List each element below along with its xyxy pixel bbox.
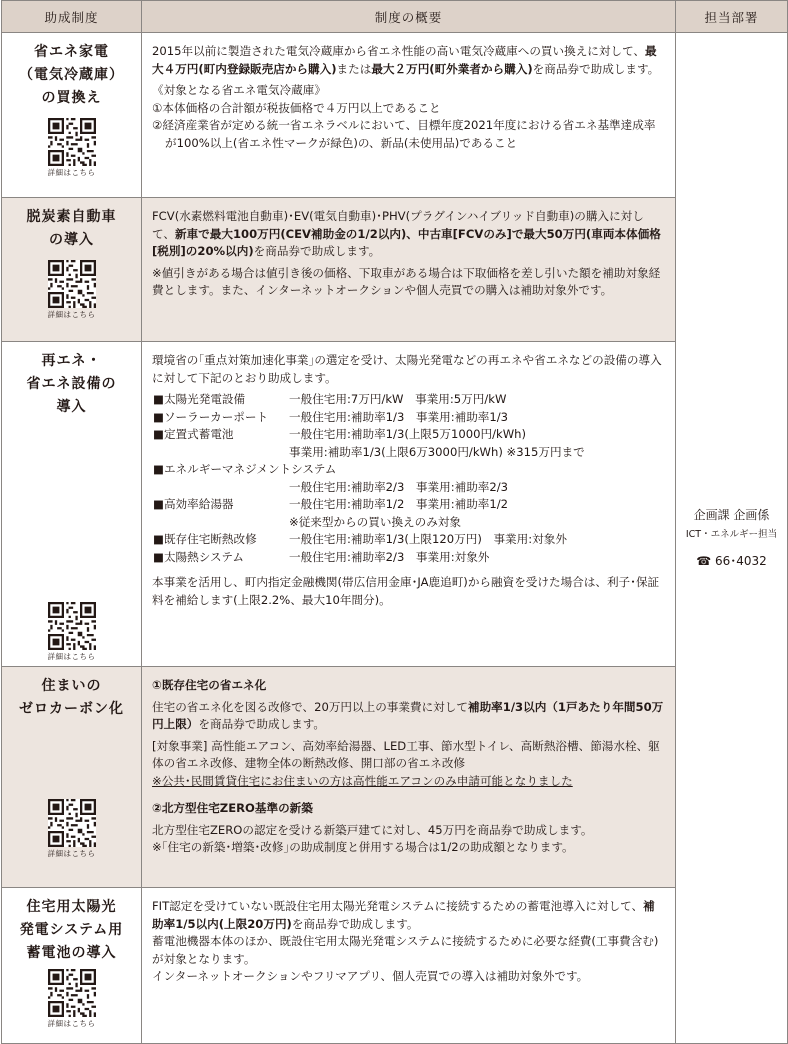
table-row	[2, 198, 788, 342]
section-title: ②北方型住宅ZERO基準の新築	[152, 801, 313, 815]
header-system: 助成制度	[2, 1, 142, 33]
row-title-cell	[2, 667, 142, 888]
condition-item: ①本体価格の合計額が税抜価格で４万円以上であること	[152, 100, 441, 115]
target-list: [対象事業] 高性能エアコン、高効率給湯器、LED工事、節水型トイレ、高断熱浴槽、節湯水栓、躯体の省エネ改修、建物全体の断熱改修、開口部の省エネ改修	[152, 738, 660, 770]
section-title: ①既存住宅の省エネ化	[152, 678, 267, 692]
list-item: ■太陽熱システム 一般住宅用:補助率2/3 事業用:対象外	[153, 549, 490, 564]
overview-text: 蓄電池機器本体のほか、既設住宅用太陽光発電システムに接続するために必要な経費(工事費含む)が対象となります。	[152, 934, 659, 966]
overview-text: 環境省の｢重点対策加速化事業｣の選定を受け、太陽光発電などの再エネや省エネなどの設備の導入に対して下記のとおり助成します。	[152, 353, 662, 385]
overview-text: 住宅の省エネ化を図る改修で、20万円以上の事業費に対して補助率1/3以内（1戸あたり年間50万円上限）を商品券で助成します。	[152, 699, 664, 731]
list-item: ※従来型からの買い換えのみ対象	[289, 514, 462, 529]
overview-cell	[142, 198, 676, 342]
condition-title: 《対象となる省エネ電気冷蔵庫》	[152, 83, 326, 97]
subsidy-name: 省エネ家電 （電気冷蔵庫） の買換え	[19, 44, 124, 106]
table-row	[2, 342, 788, 667]
row-title-cell	[2, 33, 142, 198]
overview-text: FIT認定を受けていない既設住宅用太陽光発電システムに接続するための蓄電池導入に対して、補助率1/5以内(上限20万円)を商品券で助成します。	[152, 899, 655, 931]
subsidy-name: 再エネ・ 省エネ設備の 導入	[26, 353, 117, 415]
row-title-cell	[2, 342, 142, 667]
list-item: 事業用:補助率1/3(上限6万3000円/kWh) ※315万円まで	[289, 444, 585, 459]
subsidy-table	[1, 0, 788, 1044]
department-cell	[676, 33, 788, 1044]
overview-note: ※値引きがある場合は値引き後の価格、下取車がある場合は下取価格を差し引いた額を補助対象経費とします。また、インターネットオークションや個人売買での購入は補助対象外です。	[152, 265, 661, 297]
table-row	[2, 667, 788, 888]
overview-text: FCV(水素燃料電池自動車)･EV(電気自動車)･PHV(プラグインハイブリッド自動車)の購入に対して、新車で最大100万円(CEV補助金の1/2以内)、中古車[FCVのみ]で最大50万円(車両本体価格[税別]の20%以内)を商品券で助成します。	[152, 209, 661, 258]
list-item: ■ソーラーカーポート 一般住宅用:補助率1/3 事業用:補助率1/3	[153, 409, 509, 424]
overview-note: ※｢住宅の新築･増築･改修｣の助成制度と併用する場合は1/2の助成額となります。	[152, 840, 574, 854]
condition-item: ②経済産業省が定める統一省エネラベルにおいて、目標年度2021年度における省エネ基準達成率が100%以上(省エネ性マークが緑色)の、新品(未使用品)であること	[152, 118, 656, 150]
qr-caption: 詳細はこちら	[47, 310, 96, 319]
qr-code-icon[interactable]	[48, 969, 96, 1017]
table-row	[2, 33, 788, 198]
overview-text: 北方型住宅ZEROの認定を受ける新築戸建てに対し、45万円を商品券で助成します。	[152, 822, 593, 837]
overview-cell	[142, 33, 676, 198]
overview-text: インターネットオークションやフリマアプリ、個人売買での導入は補助対象外です。	[152, 969, 589, 983]
list-item: ■太陽光発電設備 一般住宅用:7万円/kW 事業用:5万円/kW	[153, 392, 507, 406]
subsidy-name: 脱炭素自動車 の導入	[26, 209, 117, 248]
header-overview: 制度の概要	[142, 1, 676, 33]
list-item: ■定置式蓄電池 一般住宅用:補助率1/3(上限5万1000円/kWh)	[153, 427, 527, 441]
equipment-list	[153, 391, 666, 566]
list-item: ■高効率給湯器 一般住宅用:補助率1/2 事業用:補助率1/2	[153, 497, 509, 511]
overview-cell	[142, 342, 676, 667]
list-item: 一般住宅用:補助率2/3 事業用:補助率2/3	[289, 479, 509, 494]
department-name: 企画課 企画係	[693, 508, 770, 522]
qr-code-icon[interactable]	[48, 260, 96, 308]
qr-code-icon[interactable]	[48, 799, 96, 847]
list-item: ■既存住宅断熱改修 一般住宅用:補助率1/3(上限120万円) 事業用:対象外	[153, 532, 567, 546]
subsidy-name: 住宅用太陽光 発電システム用 蓄電池の導入	[19, 899, 124, 961]
row-title-cell	[2, 198, 142, 342]
department-phone: ☎ 66･4032	[696, 554, 767, 568]
overview-cell	[142, 667, 676, 888]
qr-caption: 詳細はこちら	[47, 652, 96, 661]
qr-code-icon[interactable]	[48, 118, 96, 166]
row-title-cell	[2, 888, 142, 1044]
qr-caption: 詳細はこちら	[47, 1019, 96, 1028]
overview-text: 2015年以前に製造された電気冷蔵庫から省エネ性能の高い電気冷蔵庫への買い換えに対して、最大４万円(町内登録販売店から購入)または最大２万円(町外業者から購入)を商品券で助成します。	[152, 44, 660, 76]
subsidy-name: 住まいの ゼロカーボン化	[19, 678, 124, 717]
qr-caption: 詳細はこちら	[47, 849, 96, 858]
table-header-row	[2, 1, 788, 33]
overview-note: ※公共･民間賃貸住宅にお住まいの方は高性能エアコンのみ申請可能となりました	[152, 773, 573, 788]
list-item: ■エネルギーマネジメントシステム	[153, 462, 337, 476]
table-row	[2, 888, 788, 1044]
header-department: 担当部署	[676, 1, 788, 33]
overview-note: 本事業を活用し、町内指定金融機関(帯広信用金庫･JA鹿追町)から融資を受けた場合は、利子･保証料を補給します(上限2.2%、最大10年間分)。	[152, 575, 660, 607]
qr-caption: 詳細はこちら	[47, 168, 96, 177]
department-sub: ICT・エネルギー担当	[685, 529, 778, 540]
qr-code-icon[interactable]	[48, 602, 96, 650]
overview-cell	[142, 888, 676, 1044]
